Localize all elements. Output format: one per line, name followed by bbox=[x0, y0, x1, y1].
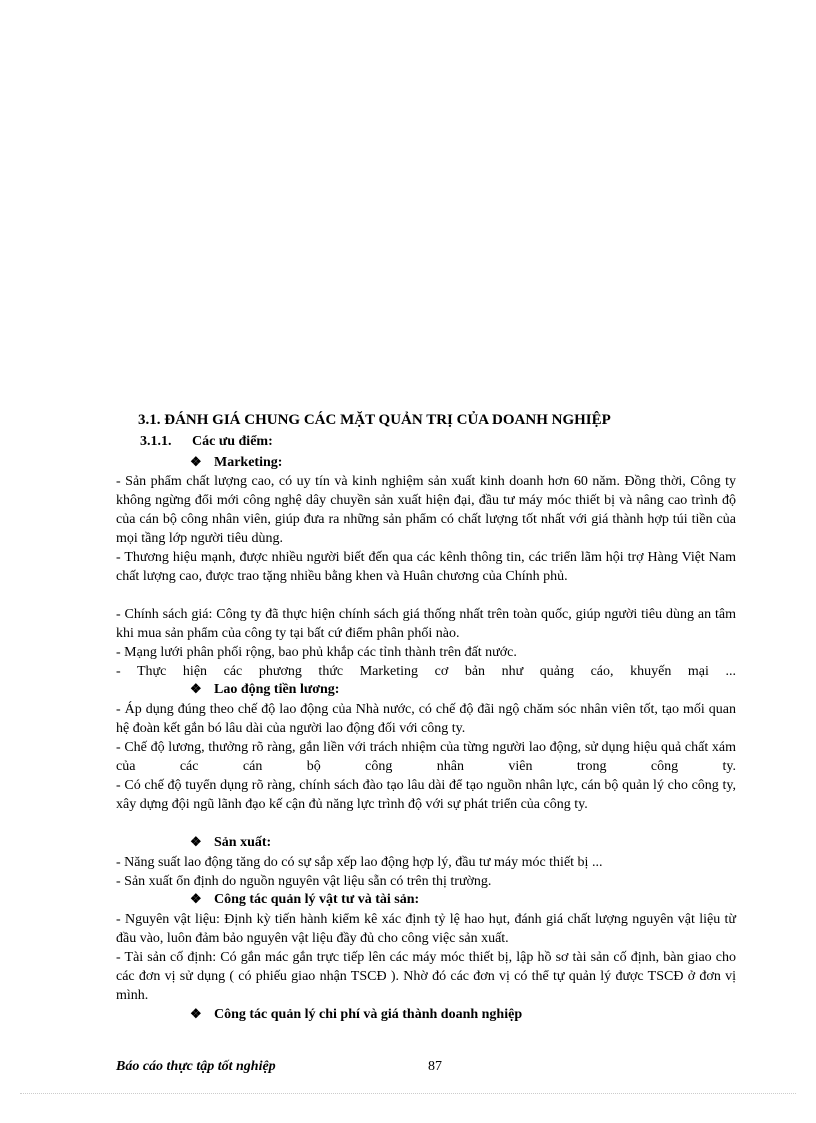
paragraph: - Sản xuất ổn định do nguồn nguyên vật liệu sẵn có trên thị trường. bbox=[116, 874, 492, 889]
section-title: 3.1. ĐÁNH GIÁ CHUNG CÁC MẶT QUẢN TRỊ CỦA DOANH NGHIỆP bbox=[138, 412, 611, 428]
bullet-heading-label: Marketing: bbox=[214, 455, 283, 470]
paragraph: - Năng suất lao động tăng do có sự sắp xếp lao động hợp lý, đầu tư máy móc thiết bị ... bbox=[116, 855, 603, 870]
paragraph: - Mạng lưới phân phối rộng, bao phủ khắp các tỉnh thành trên đất nước. bbox=[116, 645, 517, 660]
bullet-heading-marketing bbox=[190, 454, 282, 471]
bullet-heading-label: Công tác quản lý vật tư và tài sản: bbox=[214, 892, 420, 907]
diamond-bullet-icon: ❖ bbox=[190, 681, 202, 696]
bullet-heading-san-xuat bbox=[190, 834, 271, 851]
paragraph: - Thực hiện các phương thức Marketing cơ bản như quảng cáo, khuyến mại ... bbox=[116, 664, 736, 679]
subsection-title: Các ưu điểm: bbox=[192, 434, 273, 449]
footer-report-title: Báo cáo thực tập tốt nghiệp bbox=[116, 1059, 276, 1074]
diamond-bullet-icon: ❖ bbox=[190, 891, 202, 906]
paragraph: - Chế độ lương, thưởng rõ ràng, gắn liền với trách nhiệm của từng người lao động, sử dụng hiệu quả chất xám của các cán bộ công nhân viên trong công ty. bbox=[116, 740, 736, 774]
paragraph: - Thương hiệu mạnh, được nhiều người biết đến qua các kênh thông tin, các triển lãm hội trợ Hàng Việt Nam chất lượng cao, được trao tặng nhiều bằng khen và Huân chương của Chính phủ. bbox=[116, 550, 736, 584]
bullet-heading-chi-phi bbox=[190, 1006, 522, 1023]
diamond-bullet-icon: ❖ bbox=[190, 1006, 202, 1021]
bullet-heading-label: Sản xuất: bbox=[214, 835, 272, 850]
bullet-heading-label: Lao động tiền lương: bbox=[214, 682, 340, 697]
diamond-bullet-icon: ❖ bbox=[190, 454, 202, 469]
paragraph: - Sản phẩm chất lượng cao, có uy tín và kinh nghiệm sản xuất kinh doanh hơn 60 năm. Đồng thời, Công ty không ngừng đổi mới công nghệ dây chuyền sản xuất hiện đại, đầu tư máy móc thiết bị và nâng cao trình độ của cán bộ công nhân viên, giúp đưa ra những sản phẩm có chất lượng tốt nhất với giá thành hợp túi tiền của mọi tầng lớp người tiêu dùng. bbox=[116, 474, 736, 546]
diamond-bullet-icon: ❖ bbox=[190, 834, 202, 849]
bullet-heading-lao-dong bbox=[190, 681, 339, 698]
subsection-heading bbox=[140, 434, 273, 450]
paragraph: - Áp dụng đúng theo chế độ lao động của Nhà nước, có chế độ đãi ngộ chăm sóc nhân viên tốt, tạo mối quan hệ đoàn kết gắn bó lâu dài của người lao động đối với công ty. bbox=[116, 702, 736, 736]
page-number: 87 bbox=[428, 1059, 442, 1074]
paragraph: - Có chế độ tuyển dụng rõ ràng, chính sách đào tạo lâu dài để tạo nguồn nhân lực, cán bộ quản lý cho công ty, xây dựng đội ngũ lãnh đạo kế cận đủ năng lực trình độ với sự phát triển của công ty. bbox=[116, 778, 736, 812]
subsection-number: 3.1.1. bbox=[140, 434, 172, 449]
bullet-heading-label: Công tác quản lý chi phí và giá thành doanh nghiệp bbox=[214, 1007, 523, 1022]
bullet-heading-vat-tu bbox=[190, 891, 419, 908]
paragraph: - Chính sách giá: Công ty đã thực hiện chính sách giá thống nhất trên toàn quốc, giúp người tiêu dùng an tâm khi mua sản phẩm của công ty tại bất cứ điểm phân phối nào. bbox=[116, 607, 736, 641]
paragraph: - Nguyên vật liệu: Định kỳ tiến hành kiểm kê xác định tỷ lệ hao hụt, đánh giá chất lượng nguyên vật liệu từ đầu vào, luôn đảm bảo nguyên vật liệu đầy đủ cho công việc sản xuất. bbox=[116, 912, 736, 946]
footer-divider bbox=[20, 1093, 796, 1094]
paragraph: - Tài sản cố định: Có gắn mác gắn trực tiếp lên các máy móc thiết bị, lập hồ sơ tài sản cố định, bàn giao cho các đơn vị sử dụng ( có phiếu giao nhận TSCĐ ). Nhờ đó các đơn vị có thể tự quản lý được TSCĐ ở đơn vị mình. bbox=[116, 950, 736, 1003]
